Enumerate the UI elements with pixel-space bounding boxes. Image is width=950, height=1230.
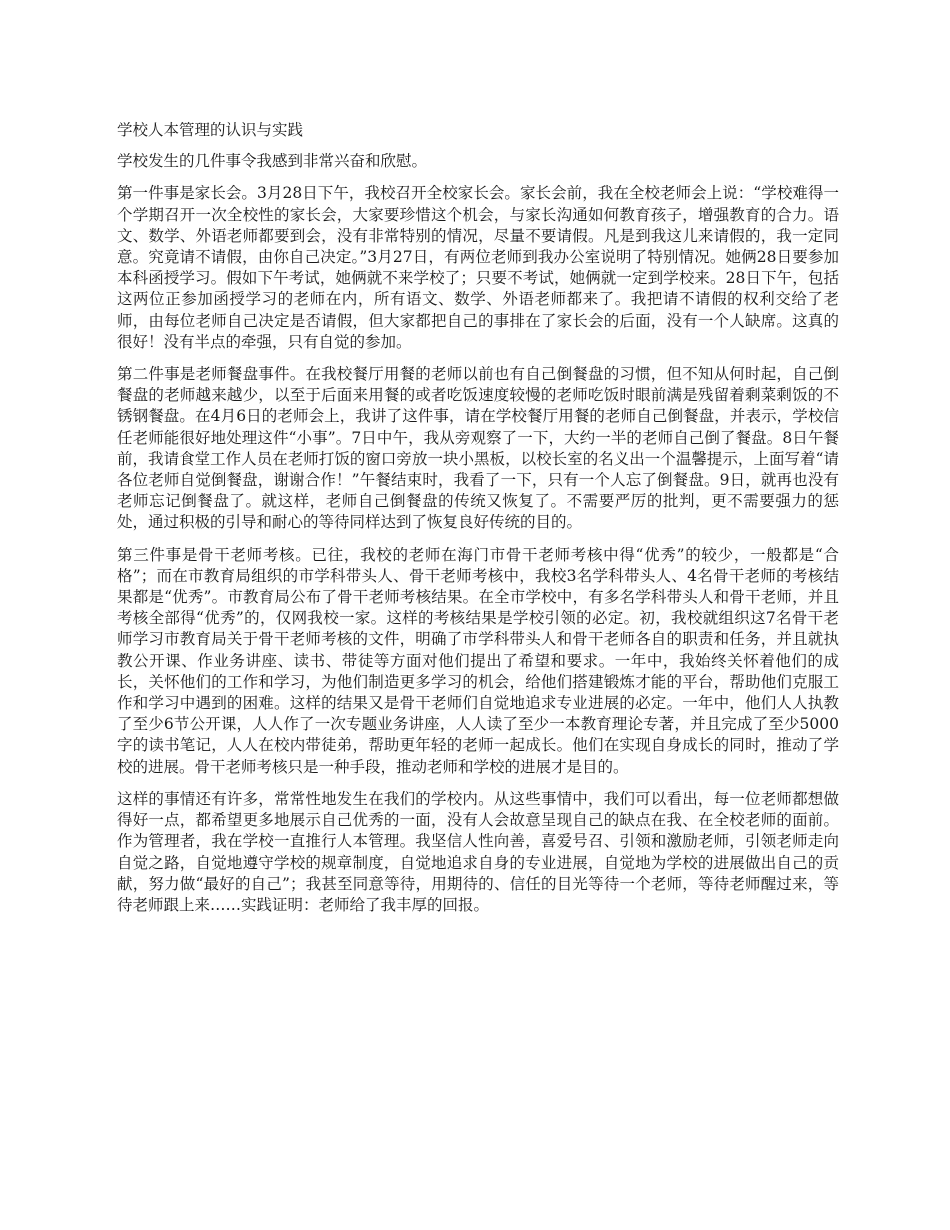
paragraph-conclusion: 这样的事情还有许多，常常性地发生在我们的学校内。从这些事情中，我们可以看出，每一位老师都想做得好一点，都希望更多地展示自己优秀的一面，没有人会故意呈现自己的缺点在我、在全校老师的面前。作为管理者，我在学校一直推行人本管理。我坚信人性向善，喜爱号召、引领和激励老师，引领老师走向自觉之路，自觉地遵守学校的规章制度，自觉地追求自身的专业进展，自觉地为学校的进展做出自己的贡献，努力做“最好的自己”；我甚至同意等待，用期待的、信任的目光等待一个老师，等待老师醒过来，等待老师跟上来……实践证明：老师给了我丰厚的回报。 xyxy=(117,789,839,914)
paragraph-parent-meeting: 第一件事是家长会。3月28日下午，我校召开全校家长会。家长会前，我在全校老师会上说：“学校难得一个学期召开一次全校性的家长会，大家要珍惜这个机会，与家长沟通如何教育孩子，增强教育的合力。语文、数学、外语老师都要到会，没有非常特别的情况，尽量不要请假。凡是到我这儿来请假的，我一定同意。究竟请不请假，由你自己决定。”3月27日，有两位老师到我办公室说明了特别情况。她俩28日要参加本科函授学习。假如下午考试，她俩就不来学校了；只要不考试，她俩就一定到学校来。28日下午，包括这两位正参加函授学习的老师在内，所有语文、数学、外语老师都来了。我把请不请假的权利交给了老师，由每位老师自己决定是否请假，但大家都把自己的事排在了家长会的后面，没有一个人缺席。这真的很好！没有半点的牵强，只有自觉的参加。 xyxy=(117,184,839,351)
document-page xyxy=(117,120,839,927)
intro-paragraph: 学校发生的几件事令我感到非常兴奋和欣慰。 xyxy=(117,152,428,171)
paragraph-backbone-teacher: 第三件事是骨干老师考核。已往，我校的老师在海门市骨干老师考核中得“优秀”的较少，一般都是“合格”；而在市教育局组织的市学科带头人、骨干老师考核中，我校3名学科带头人、4名骨干老师的考核结果都是“优秀”。市教育局公布了骨干老师考核结果。在全市学校中，有多名学科带头人和骨干老师，并且考核全部得“优秀”的，仅网我校一家。这样的考核结果是学校引领的必定。初，我校就组织这7名骨干老师学习市教育局关于骨干老师考核的文件，明确了市学科带头人和骨干老师各自的职责和任务，并且就执教公开课、作业务讲座、读书、带徒等方面对他们提出了希望和要求。一年中，我始终关怀着他们的成长，关怀他们的工作和学习，为他们制造更多学习的机会，给他们搭建锻炼才能的平台，帮助他们克服工作和学习中遇到的困难。这样的结果又是骨干老师们自觉地追求专业进展的必定。一年中，他们人人执教了至少6节公开课，人人作了一次专题业务讲座，人人读了至少一本教育理论专著，并且完成了至少5000字的读书笔记，人人在校内带徒弟，帮助更年轻的老师一起成长。他们在实现自身成长的同时，推动了学校的进展。骨干老师考核只是一种手段，推动老师和学校的进展才是目的。 xyxy=(117,545,839,776)
document-title: 学校人本管理的认识与实践 xyxy=(117,121,304,139)
paragraph-dinner-plate: 第二件事是老师餐盘事件。在我校餐厅用餐的老师以前也有自己倒餐盘的习惯，但不知从何时起，自己倒餐盘的老师越来越少，以至于后面来用餐的或者吃饭速度较慢的老师吃饭时眼前满是残留着剩菜剩饭的不锈钢餐盘。在4月6日的老师会上，我讲了这件事，请在学校餐厅用餐的老师自己倒餐盘，并表示，学校信任老师能很好地处理这件“小事”。7日中午，我从旁观察了一下，大约一半的老师自己倒了餐盘。8日午餐前，我请食堂工作人员在老师打饭的窗口旁放一块小黑板，以校长室的名义出一个温馨提示，上面写着“请各位老师自觉倒餐盘，谢谢合作！”午餐结束时，我看了一下，只有一个人忘了倒餐盘。9日，就再也没有老师忘记倒餐盘了。就这样，老师自己倒餐盘的传统又恢复了。不需要严厉的批判，更不需要强力的惩处，通过积极的引导和耐心的等待同样达到了恢复良好传统的目的。 xyxy=(117,365,839,532)
